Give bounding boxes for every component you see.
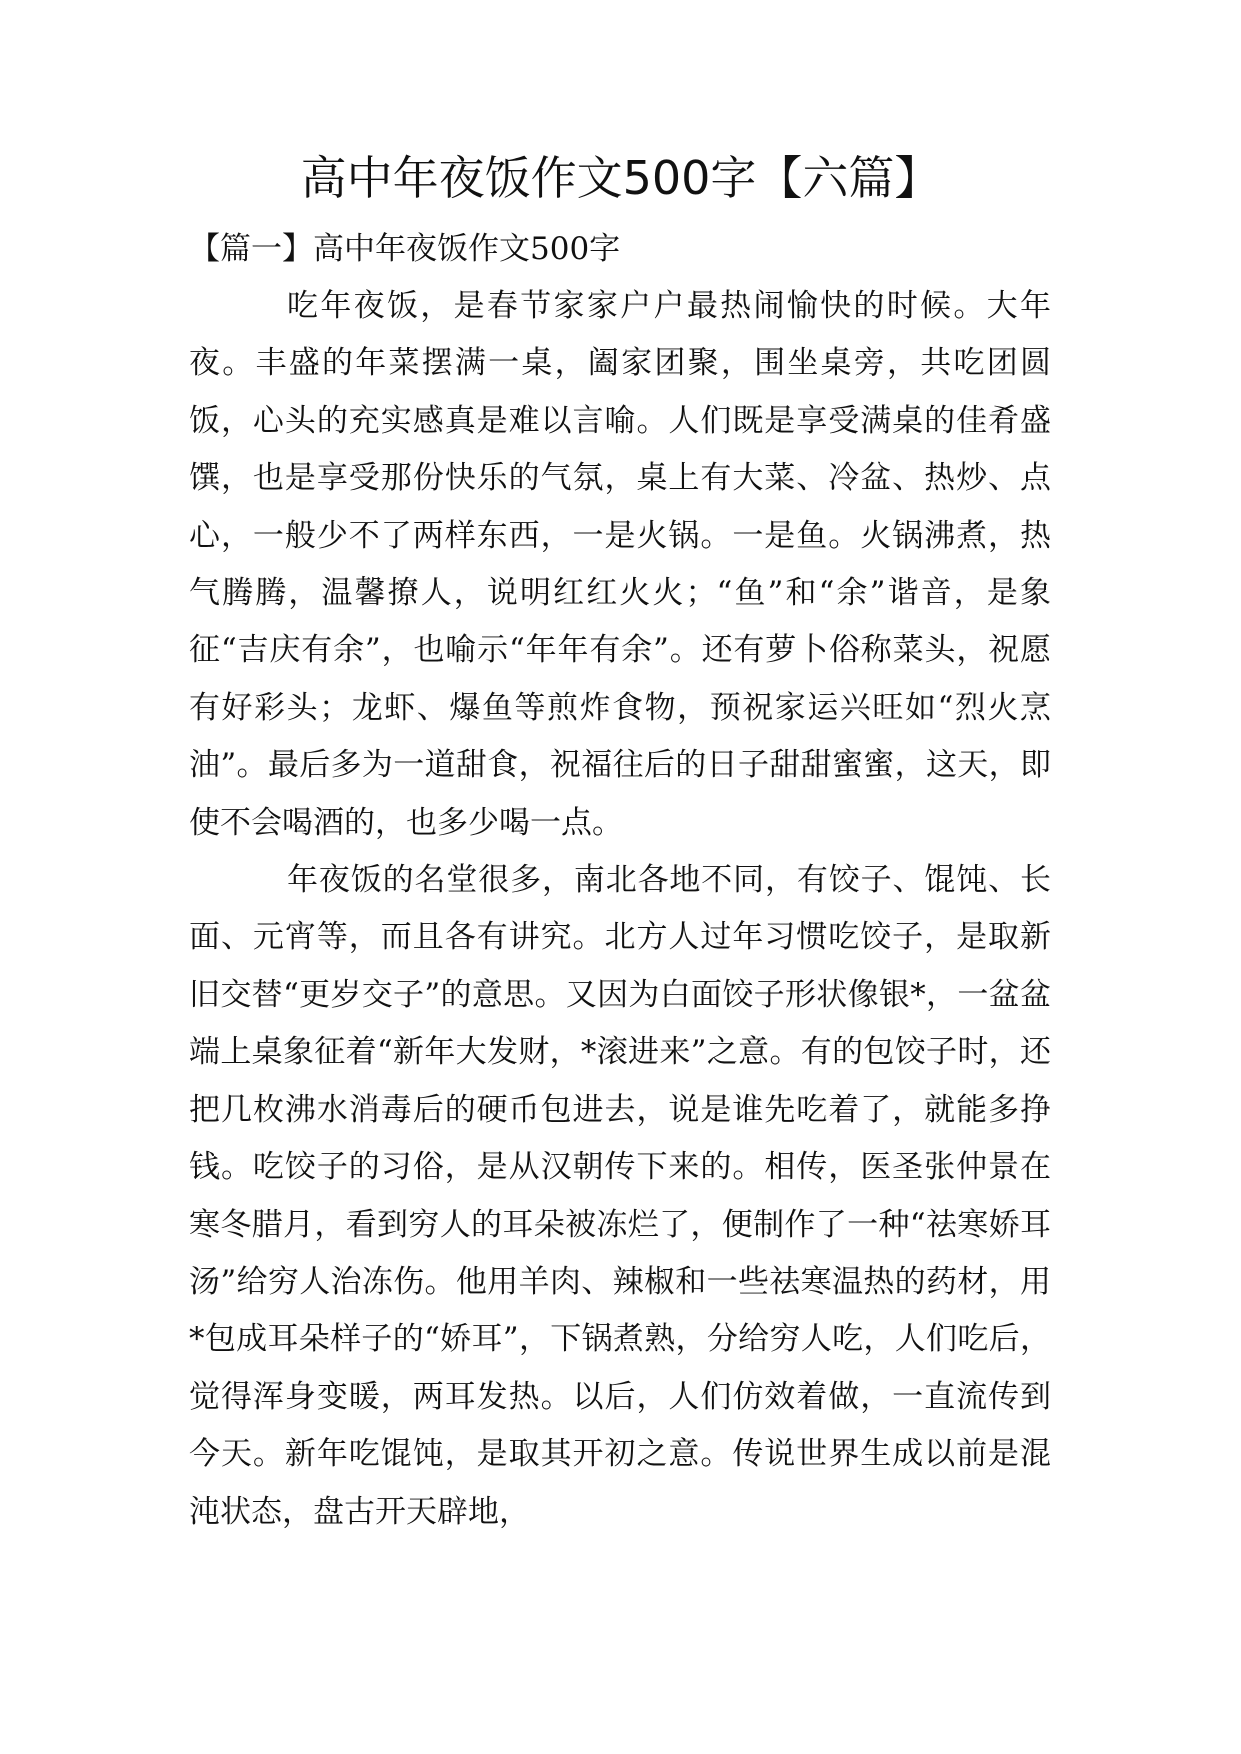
section-heading: 【篇一】高中年夜饭作文500字 [189, 231, 621, 267]
document-title: 高中年夜饭作文500字【六篇】 [300, 151, 941, 205]
body-text [189, 278, 1051, 1541]
paragraph: 年夜饭的名堂很多，南北各地不同，有饺子、馄饨、长面、元宵等，而且各有讲究。北方人过年习惯吃饺子，是取新旧交替“更岁交子”的意思。又因为白面饺子形状像银*，一盆盆端上桌象征着“新年大发财，*滚进来”之意。有的包饺子时，还把几枚沸水消毒后的硬币包进去，说是谁先吃着了，就能多挣钱。吃饺子的习俗，是从汉朝传下来的。相传，医圣张仲景在寒冬腊月，看到穷人的耳朵被冻烂了，便制作了一种“祛寒娇耳汤”给穷人治冻伤。他用羊肉、辣椒和一些祛寒温热的药材，用*包成耳朵样子的“娇耳”，下锅煮熟，分给穷人吃，人们吃后，觉得浑身变暖，两耳发热。以后，人们仿效着做，一直流传到今天。新年吃馄饨，是取其开初之意。传说世界生成以前是混沌状态，盘古开天辟地， [189, 862, 1051, 1530]
paragraph: 吃年夜饭，是春节家家户户最热闹愉快的时候。大年夜。丰盛的年菜摆满一桌，阖家团聚，围坐桌旁，共吃团圆饭，心头的充实感真是难以言喻。人们既是享受满桌的佳肴盛馔，也是享受那份快乐的气氛，桌上有大菜、冷盆、热炒、点心，一般少不了两样东西，一是火锅。一是鱼。火锅沸煮，热气腾腾，温馨撩人，说明红红火火；“鱼”和“余”谐音，是象征“吉庆有余”，也喻示“年年有余”。还有萝卜俗称菜头，祝愿有好彩头；龙虾、爆鱼等煎炸食物，预祝家运兴旺如“烈火烹油”。最后多为一道甜食，祝福往后的日子甜甜蜜蜜，这天，即使不会喝酒的，也多少喝一点。 [189, 288, 1051, 841]
